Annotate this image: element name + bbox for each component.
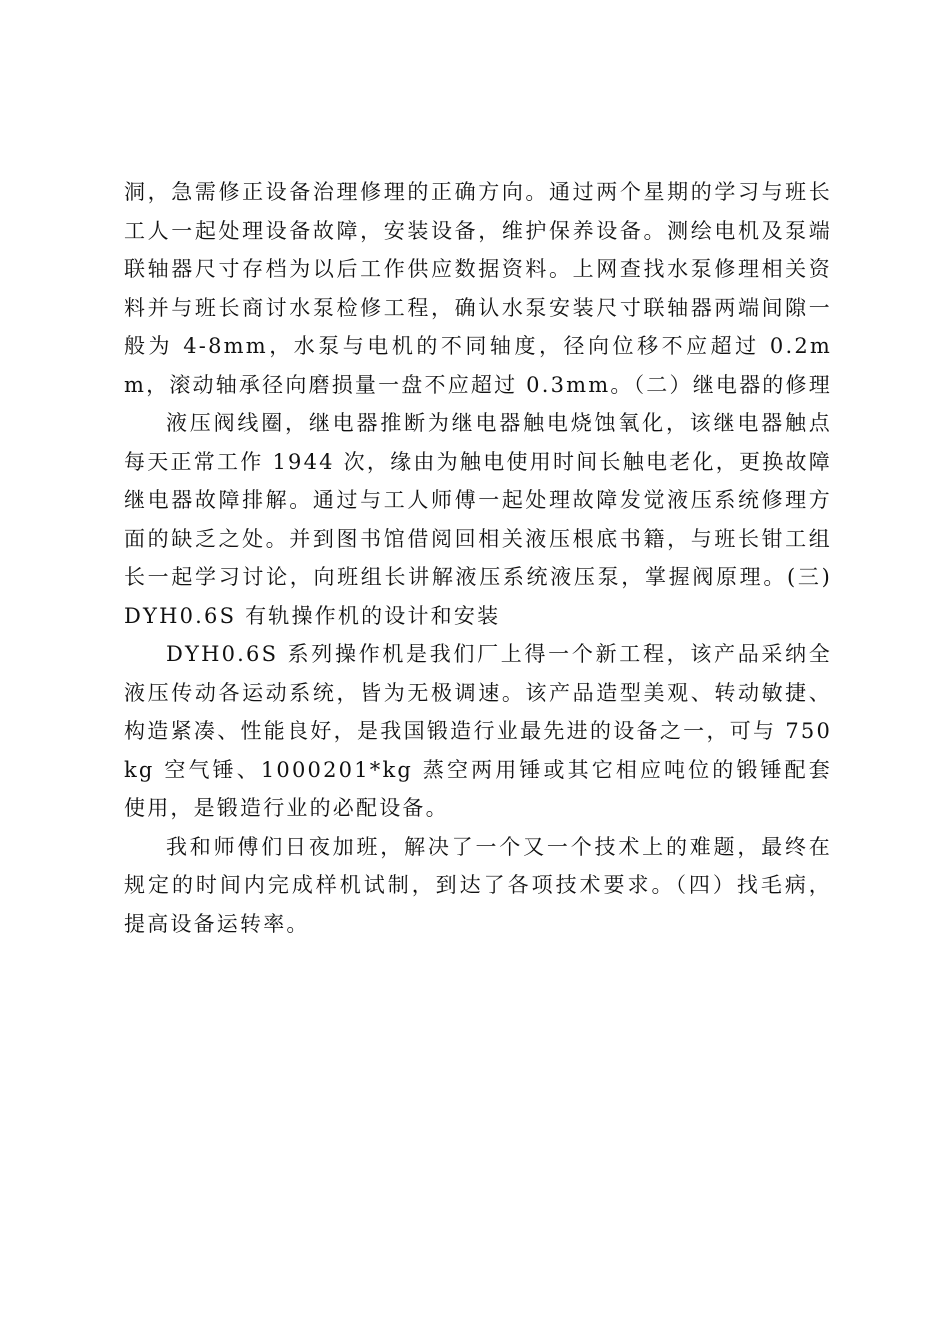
paragraph-4: 我和师傅们日夜加班，解决了一个又一个技术上的难题，最终在规定的时间内完成样机试制，到达了各项技术要求。（四）找毛病，提高设备运转率。 bbox=[124, 834, 832, 936]
paragraph-3: DYH0.6S 系列操作机是我们厂上得一个新工程，该产品采纳全液压传动各运动系统，皆为无极调速。该产品造型美观、转动敏捷、构造紧凑、性能良好，是我国锻造行业最先进的设备之一，可与 750kg 空气锤、1000201*kg 蒸空两用锤或其它相应吨位的锻锤配套使用，是锻造行业的必配设备。 bbox=[124, 642, 832, 820]
document-body bbox=[124, 173, 832, 943]
paragraph-2: 液压阀线圈，继电器推断为继电器触电烧蚀氧化，该继电器触点每天正常工作 1944 次，缘由为触电使用时间长触电老化，更换故障继电器故障排解。通过与工人师傅一起处理故障发觉液压系统修理方面的缺乏之处。并到图书馆借阅回相关液压根底书籍，与班长钳工组长一起学习讨论，向班组长讲解液压系统液压泵，掌握阀原理。(三)DYH0.6S 有轨操作机的设计和安装 bbox=[124, 411, 832, 628]
paragraph-1: 洞，急需修正设备治理修理的正确方向。通过两个星期的学习与班长工人一起处理设备故障，安装设备，维护保养设备。测绘电机及泵端联轴器尺寸存档为以后工作供应数据资料。上网查找水泵修理相关资料并与班长商讨水泵检修工程，确认水泵安装尺寸联轴器两端间隙一般为 4-8mm，水泵与电机的不同轴度，径向位移不应超过 0.2mm，滚动轴承径向磨损量一盘不应超过 0.3mm。（二）继电器的修理 bbox=[124, 180, 832, 397]
